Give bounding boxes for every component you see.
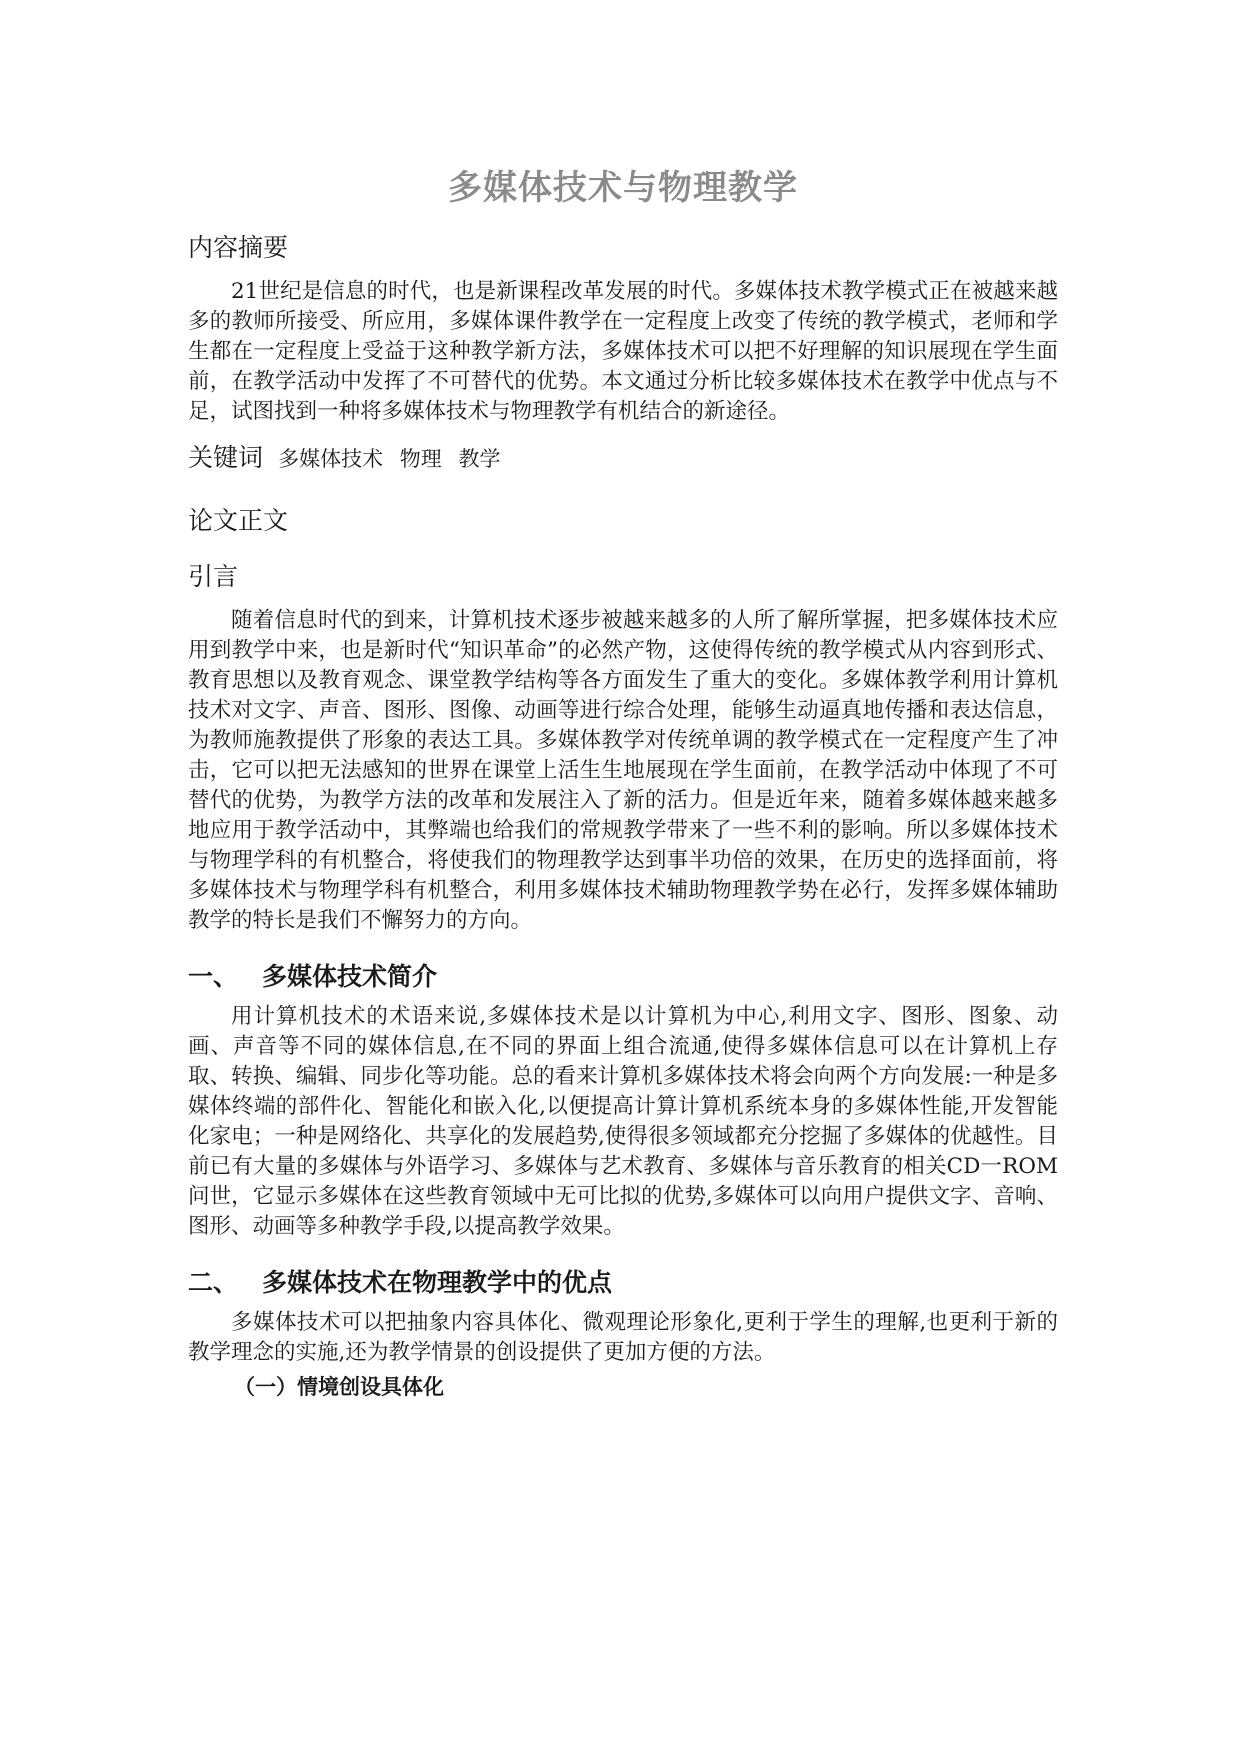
intro-heading: 引言	[188, 562, 239, 591]
section-2-text: 多媒体技术可以把抽象内容具体化、微观理论形象化,更利于学生的理解,也更利于新的教学理念的实施,还为教学情景的创设提供了更加方便的方法。	[188, 1310, 1058, 1365]
section-1-heading	[188, 960, 1058, 994]
section-1-title: 多媒体技术简介	[262, 962, 438, 991]
document-page	[188, 150, 1058, 1402]
page-title: 多媒体技术与物理教学	[448, 168, 798, 208]
section-1-number: 一、	[188, 962, 239, 991]
abstract-text: 21世纪是信息的时代，也是新课程改革发展的时代。多媒体技术教学模式正在被越来越多的教师所接受、所应用，多媒体课件教学在一定程度上改变了传统的教学模式，老师和学生都在一定程度上受益于这种教学新方法，多媒体技术可以把不好理解的知识展现在学生面前，在教学活动中发挥了不可替代的优势。本文通过分析比较多媒体技术在教学中优点与不足，试图找到一种将多媒体技术与物理教学有机结合的新途径。	[188, 279, 1058, 424]
keywords-values	[278, 447, 510, 471]
body-heading: 论文正文	[188, 506, 289, 535]
keywords-label: 关键词	[188, 443, 264, 472]
keywords-line	[188, 441, 1058, 478]
keyword-item: 教学	[458, 447, 501, 471]
section-2-title: 多媒体技术在物理教学中的优点	[262, 1268, 613, 1297]
section-1-text: 用计算机技术的术语来说,多媒体技术是以计算机为中心,利用文字、图形、图象、动画、声音等不同的媒体信息,在不同的界面上组合流通,使得多媒体信息可以在计算机上存取、转换、编辑、同步化等功能。总的看来计算机多媒体技术将会向两个方向发展:一种是多媒体终端的部件化、智能化和嵌入化,以便提高计算计算机系统本身的多媒体性能,开发智能化家电；一种是网络化、共享化的发展趋势,使得很多领域都充分挖掘了多媒体的优越性。目前已有大量的多媒体与外语学习、多媒体与艺术教育、多媒体与音乐教育的相关CD一ROM问世，它显示多媒体在这些教育领域中无可比拟的优势,多媒体可以向用户提供文字、音响、图形、动画等多种教学手段,以提高教学效果。	[188, 1004, 1058, 1239]
keyword-item: 多媒体技术	[278, 447, 384, 471]
section-2-heading	[188, 1266, 1058, 1300]
intro-text: 随着信息时代的到来，计算机技术逐步被越来越多的人所了解所掌握，把多媒体技术应用到教学中来，也是新时代“知识革命”的必然产物，这使得传统的教学模式从内容到形式、教育思想以及教育观念、课堂教学结构等各方面发生了重大的变化。多媒体教学利用计算机技术对文字、声音、图形、图像、动画等进行综合处理，能够生动逼真地传播和表达信息，为教师施教提供了形象的表达工具。多媒体教学对传统单调的教学模式在一定程度产生了冲击，它可以把无法感知的世界在课堂上活生生地展现在学生面前，在教学活动中体现了不可替代的优势，为教学方法的改革和发展注入了新的活力。但是近年来，随着多媒体越来越多地应用于教学活动中，其弊端也给我们的常规教学带来了一些不利的影响。所以多媒体技术与物理学科的有机整合，将使我们的物理教学达到事半功倍的效果，在历史的选择面前，将多媒体技术与物理学科有机整合，利用多媒体技术辅助物理教学势在必行，发挥多媒体辅助教学的特长是我们不懈努力的方向。	[188, 608, 1058, 933]
abstract-heading: 内容摘要	[188, 233, 289, 262]
keyword-item: 物理	[399, 447, 442, 471]
section-2-number: 二、	[188, 1268, 239, 1297]
section-2-subheading: （一）情境创设具体化	[234, 1375, 444, 1399]
